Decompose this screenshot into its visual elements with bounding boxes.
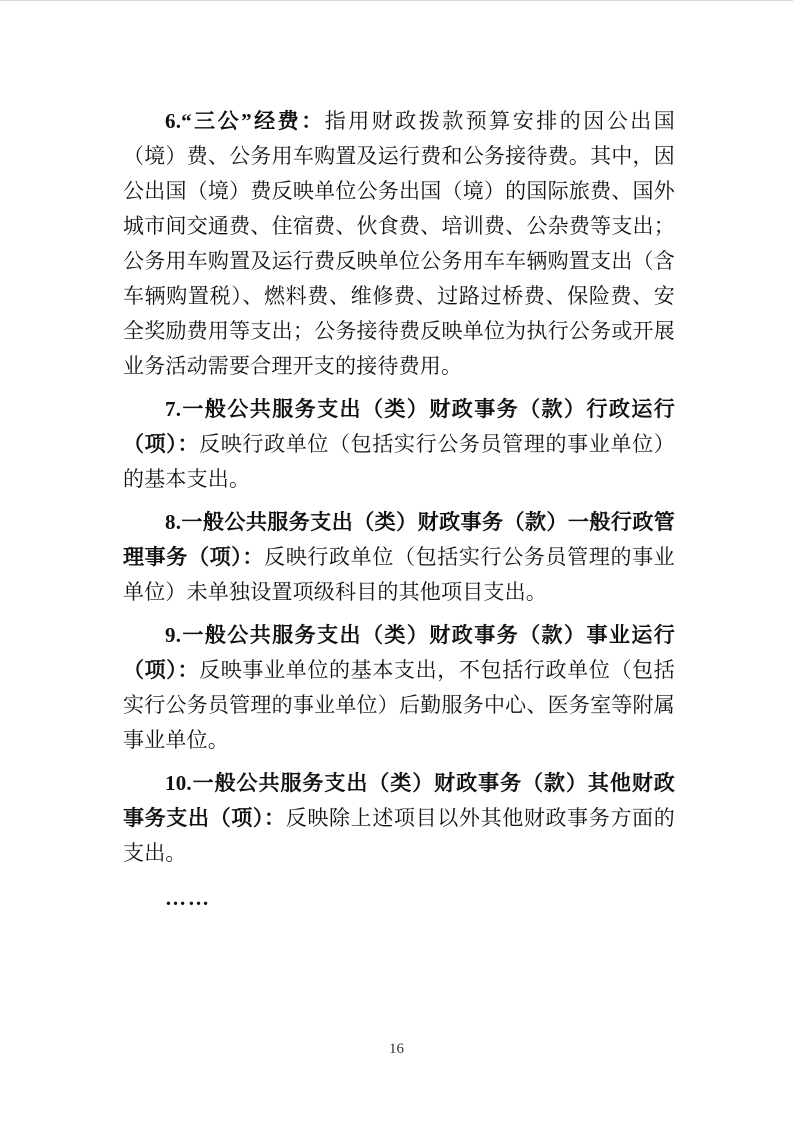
paragraph-heading: 9.一般公共服务支出（类）财政事务（款）事业运行（项）： [123, 623, 675, 682]
paragraph [123, 618, 675, 758]
paragraph-list [123, 104, 675, 871]
paragraph-heading: 7.一般公共服务支出（类）财政事务（款）行政运行（项）： [123, 397, 675, 456]
paragraph-heading: 8.一般公共服务支出（类）财政事务（款）一般行政管理事务（项）： [123, 510, 675, 569]
paragraph [123, 392, 675, 497]
document-content [123, 104, 675, 924]
paragraph [123, 505, 675, 610]
paragraph-text: 反映行政单位（包括实行公务员管理的事业单位）未单独设置项级科目的其他项目支出。 [123, 545, 675, 604]
paragraph [123, 104, 675, 384]
page-number: 16 [389, 1041, 404, 1057]
paragraph-text: 反映行政单位（包括实行公务员管理的事业单位）的基本支出。 [123, 432, 675, 491]
paragraph-heading: 6.“三公”经费： [165, 109, 325, 133]
paragraph-text: 指用财政拨款预算安排的因公出国（境）费、公务用车购置及运行费和公务接待费。其中，因公出国（境）费反映单位公务出国（境）的国际旅费、国外城市间交通费、住宿费、伙食费、培训费、公杂费等支出；公务用车购置及运行费反映单位公务用车车辆购置支出（含车辆购置税）、燃料费、维修费、过路过桥费、保险费、安全奖励费用等支出；公务接待费反映单位为执行公务或开展业务活动需要合理开支的接待费用。 [123, 109, 675, 378]
paragraph [123, 766, 675, 871]
ellipsis-line: …… [165, 886, 211, 910]
paragraph-text: 反映事业单位的基本支出，不包括行政单位（包括实行公务员管理的事业单位）后勤服务中心、医务室等附属事业单位。 [123, 658, 675, 752]
paragraph-text: 反映除上述项目以外其他财政事务方面的支出。 [123, 806, 675, 865]
paragraph-heading: 10.一般公共服务支出（类）财政事务（款）其他财政事务支出（项）： [123, 771, 675, 830]
